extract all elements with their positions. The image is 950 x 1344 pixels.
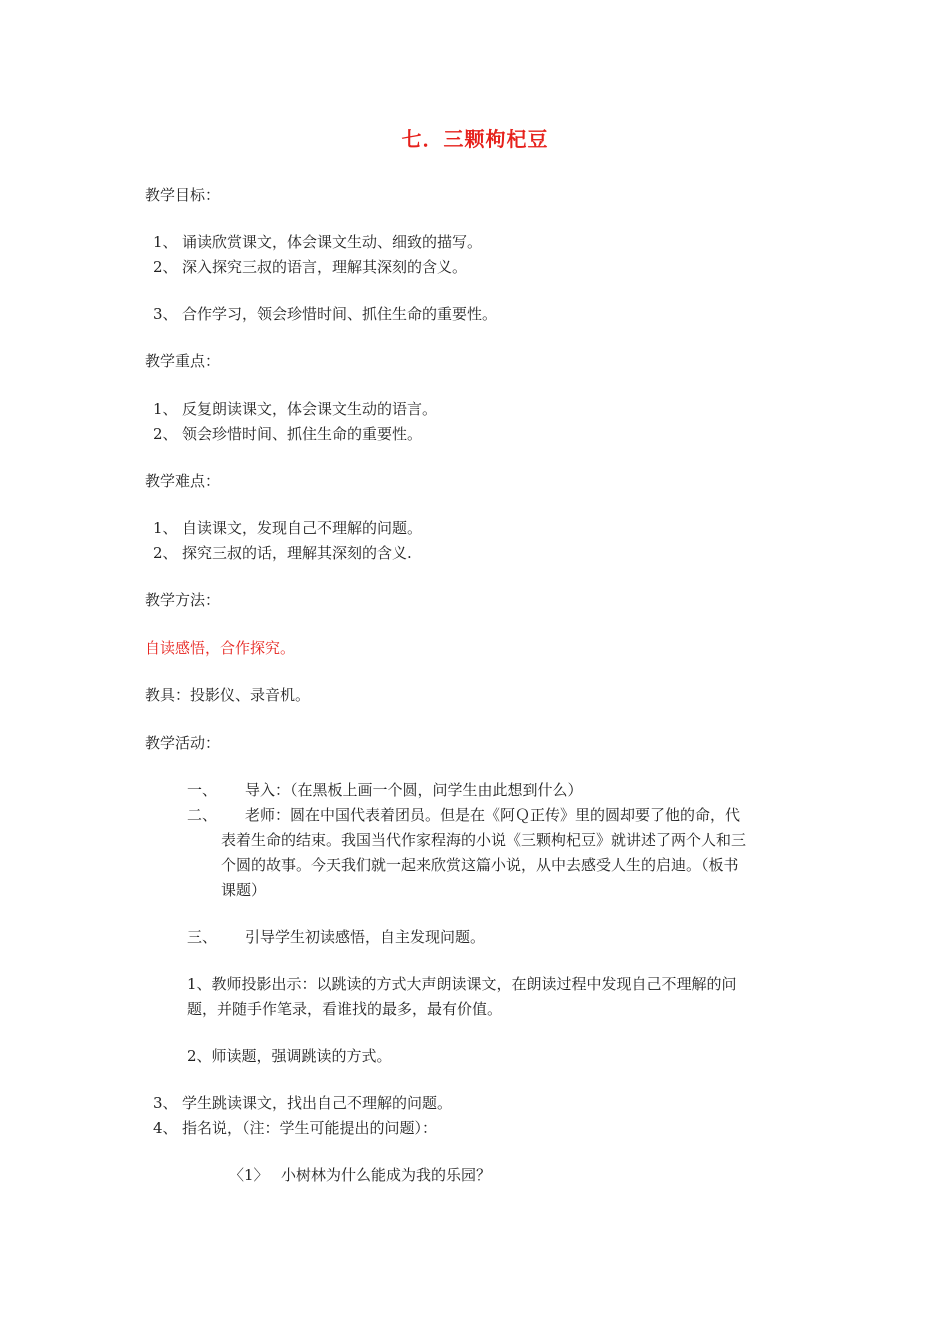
key-point-num: 2、 bbox=[153, 425, 178, 443]
sub-item-num: 4、 bbox=[153, 1119, 178, 1137]
page-title: 七．三颗枸杞豆 bbox=[401, 127, 549, 151]
objective-item-1 bbox=[153, 231, 482, 253]
activity-step-3 bbox=[187, 926, 485, 948]
objectives-heading: 教学目标： bbox=[145, 186, 221, 204]
difficulties-heading: 教学难点： bbox=[145, 472, 221, 490]
sub-item-text: 指名说，（注：学生可能提出的问题）： bbox=[182, 1119, 438, 1137]
objective-num: 3、 bbox=[153, 305, 178, 323]
difficulty-item-2 bbox=[153, 542, 412, 564]
sub-item-2: 2、师读题，强调跳读的方式。 bbox=[187, 1047, 392, 1065]
activity-step-2-line-1: 老师：圆在中国代表着团员。但是在《阿Ｑ正传》里的圆却要了他的命，代 bbox=[245, 806, 741, 824]
activity-step-text: 导入：（在黑板上画一个圆，问学生由此想到什么） bbox=[245, 781, 583, 799]
activity-step-2-line-4: 课题） bbox=[221, 881, 267, 899]
difficulty-text: 探究三叔的话，理解其深刻的含义. bbox=[182, 544, 412, 562]
key-point-text: 领会珍惜时间、抓住生命的重要性。 bbox=[182, 425, 423, 443]
activities-heading: 教学活动： bbox=[145, 734, 221, 752]
objective-text: 诵读欣赏课文，体会课文生动、细致的描写。 bbox=[182, 233, 483, 251]
key-point-num: 1、 bbox=[153, 400, 178, 418]
difficulty-num: 1、 bbox=[153, 519, 178, 537]
key-points-heading: 教学重点： bbox=[145, 352, 221, 370]
key-point-item-1 bbox=[153, 398, 437, 420]
key-point-text: 反复朗读课文，体会课文生动的语言。 bbox=[182, 400, 438, 418]
question-text: 小树林为什么能成为我的乐园？ bbox=[281, 1166, 492, 1184]
question-num: 〈1〉 bbox=[229, 1166, 269, 1184]
objective-text: 深入探究三叔的语言，理解其深刻的含义。 bbox=[182, 258, 468, 276]
objective-item-2 bbox=[153, 256, 467, 278]
difficulty-text: 自读课文，发现自己不理解的问题。 bbox=[182, 519, 423, 537]
key-point-item-2 bbox=[153, 423, 422, 445]
sub-item-3 bbox=[153, 1092, 452, 1114]
objective-item-3 bbox=[153, 303, 497, 325]
sub-item-1-line-2: 题，并随手作笔录，看谁找的最多，最有价值。 bbox=[187, 1000, 503, 1018]
methods-heading: 教学方法： bbox=[145, 591, 221, 609]
activity-step-text: 引导学生初读感悟，自主发现问题。 bbox=[245, 928, 486, 946]
objective-text: 合作学习，领会珍惜时间、抓住生命的重要性。 bbox=[182, 305, 498, 323]
activity-step-1 bbox=[187, 779, 583, 801]
sub-item-1-line-1: 1、教师投影出示：以跳读的方式大声朗读课文，在朗读过程中发现自己不理解的问 bbox=[187, 975, 737, 993]
difficulty-num: 2、 bbox=[153, 544, 178, 562]
activity-step-num: 三、 bbox=[187, 928, 218, 946]
sub-item-text: 学生跳读课文，找出自己不理解的问题。 bbox=[182, 1094, 453, 1112]
sub-item-4 bbox=[153, 1117, 437, 1139]
activity-step-2-line-2: 表着生命的结束。我国当代作家程海的小说《三颗枸杞豆》就讲述了两个人和三 bbox=[221, 831, 747, 849]
difficulty-item-1 bbox=[153, 517, 422, 539]
objective-num: 2、 bbox=[153, 258, 178, 276]
activity-step-2-line-3: 个圆的故事。今天我们就一起来欣赏这篇小说，从中去感受人生的启迪。（板书 bbox=[221, 856, 739, 874]
tools-text: 教具：投影仪、录音机。 bbox=[145, 686, 311, 704]
methods-text: 自读感悟，合作探究。 bbox=[145, 639, 296, 657]
objective-num: 1、 bbox=[153, 233, 178, 251]
sub-item-num: 3、 bbox=[153, 1094, 178, 1112]
activity-step-2-num: 二、 bbox=[187, 806, 218, 824]
activity-step-num: 一、 bbox=[187, 781, 218, 799]
question-item-1 bbox=[229, 1164, 491, 1186]
